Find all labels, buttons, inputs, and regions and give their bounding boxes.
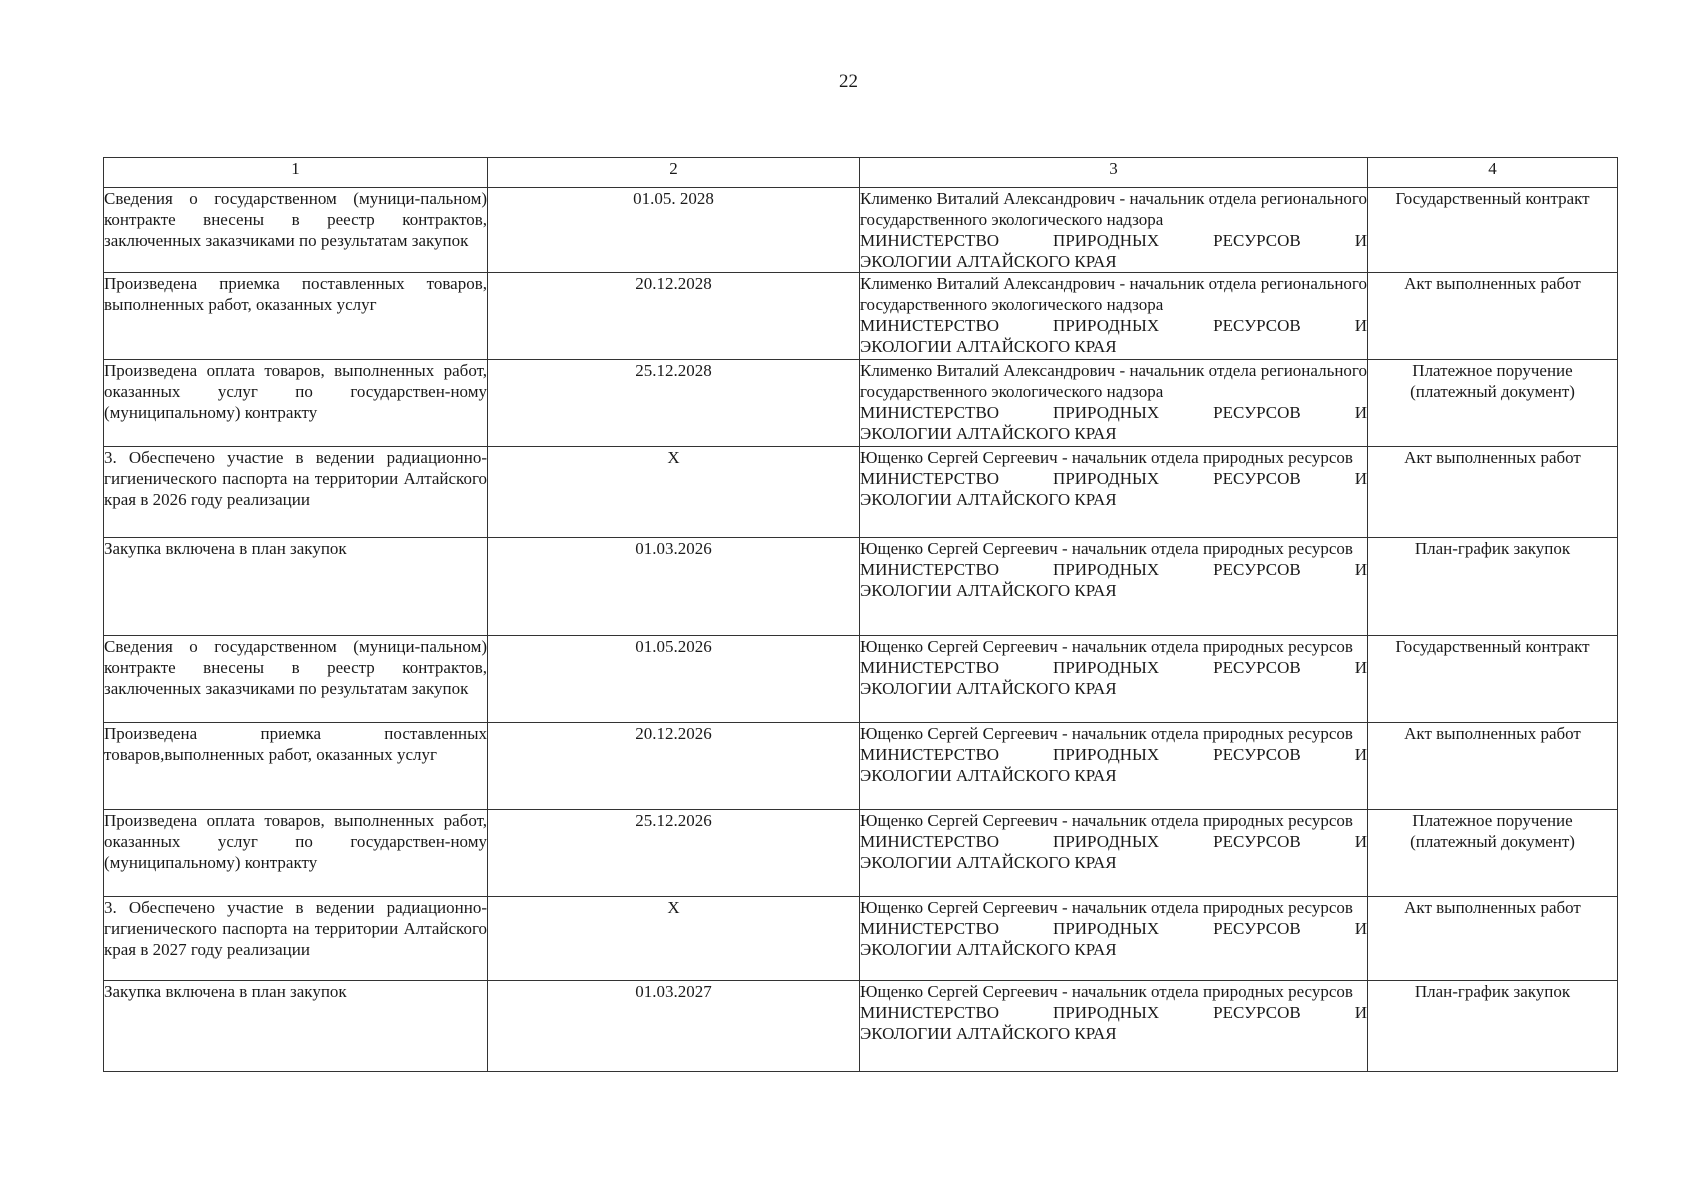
responsible-cell: [860, 897, 1368, 981]
responsible-cell: [860, 360, 1368, 447]
responsible-person: Ющенко Сергей Сергеевич - начальник отдела природных ресурсов: [860, 637, 1353, 656]
organization-line-2: ЭКОЛОГИИ АЛТАЙСКОГО КРАЯ: [860, 940, 1117, 959]
date-cell: 01.03.2027: [488, 981, 860, 1072]
document-cell: Государственный контракт: [1368, 188, 1618, 273]
responsible-person: Клименко Виталий Александрович - начальник отдела регионального государственного экологического надзора: [860, 189, 1367, 229]
document-cell: Акт выполненных работ: [1368, 723, 1618, 810]
date-cell: X: [488, 897, 860, 981]
organization-line-2: ЭКОЛОГИИ АЛТАЙСКОГО КРАЯ: [860, 581, 1117, 600]
organization-line-1: МИНИСТЕРСТВО ПРИРОДНЫХ РЕСУРСОВ И: [860, 560, 1367, 579]
organization-line-1: МИНИСТЕРСТВО ПРИРОДНЫХ РЕСУРСОВ И: [860, 403, 1367, 422]
table-row: [104, 447, 1618, 538]
document-cell: Государственный контракт: [1368, 636, 1618, 723]
table-row: [104, 360, 1618, 447]
table-row: [104, 981, 1618, 1072]
event-cell: Сведения о государственном (муници-пальном) контракте внесены в реестр контрактов, заключенных заказчиками по результатам закупок: [104, 636, 488, 723]
table-row: [104, 273, 1618, 360]
event-cell: Закупка включена в план закупок: [104, 538, 488, 636]
organization-line-2: ЭКОЛОГИИ АЛТАЙСКОГО КРАЯ: [860, 337, 1117, 356]
organization-line-2: ЭКОЛОГИИ АЛТАЙСКОГО КРАЯ: [860, 853, 1117, 872]
document-cell: Акт выполненных работ: [1368, 273, 1618, 360]
responsible-person: Ющенко Сергей Сергеевич - начальник отдела природных ресурсов: [860, 898, 1353, 917]
responsible-cell: [860, 538, 1368, 636]
table-row: [104, 538, 1618, 636]
organization-line-1: МИНИСТЕРСТВО ПРИРОДНЫХ РЕСУРСОВ И: [860, 1003, 1367, 1022]
document-cell: План-график закупок: [1368, 981, 1618, 1072]
implementation-plan-table: [103, 157, 1618, 1072]
organization-line-2: ЭКОЛОГИИ АЛТАЙСКОГО КРАЯ: [860, 766, 1117, 785]
event-cell: Сведения о государственном (муници-пальном) контракте внесены в реестр контрактов, заключенных заказчиками по результатам закупок: [104, 188, 488, 273]
date-cell: 01.05. 2028: [488, 188, 860, 273]
table-row: [104, 723, 1618, 810]
responsible-person: Ющенко Сергей Сергеевич - начальник отдела природных ресурсов: [860, 982, 1353, 1001]
date-cell: 20.12.2026: [488, 723, 860, 810]
responsible-cell: [860, 723, 1368, 810]
column-header-2: 2: [488, 158, 860, 188]
responsible-person: Ющенко Сергей Сергеевич - начальник отдела природных ресурсов: [860, 811, 1353, 830]
column-header-3: 3: [860, 158, 1368, 188]
responsible-cell: [860, 981, 1368, 1072]
organization-line-2: ЭКОЛОГИИ АЛТАЙСКОГО КРАЯ: [860, 490, 1117, 509]
responsible-person: Ющенко Сергей Сергеевич - начальник отдела природных ресурсов: [860, 539, 1353, 558]
organization-line-2: ЭКОЛОГИИ АЛТАЙСКОГО КРАЯ: [860, 252, 1117, 271]
date-cell: X: [488, 447, 860, 538]
document-cell: Акт выполненных работ: [1368, 897, 1618, 981]
event-cell: Закупка включена в план закупок: [104, 981, 488, 1072]
table-row: [104, 636, 1618, 723]
event-cell: 3. Обеспечено участие в ведении радиационно-гигиенического паспорта на территории Алтайского края в 2027 году реализации: [104, 897, 488, 981]
organization-line-1: МИНИСТЕРСТВО ПРИРОДНЫХ РЕСУРСОВ И: [860, 832, 1367, 851]
date-cell: 25.12.2026: [488, 810, 860, 897]
table-header-row: [104, 158, 1618, 188]
responsible-person: Клименко Виталий Александрович - начальник отдела регионального государственного экологического надзора: [860, 361, 1367, 401]
responsible-cell: [860, 188, 1368, 273]
table-row: [104, 897, 1618, 981]
event-cell: 3. Обеспечено участие в ведении радиационно-гигиенического паспорта на территории Алтайского края в 2026 году реализации: [104, 447, 488, 538]
responsible-cell: [860, 810, 1368, 897]
responsible-person: Ющенко Сергей Сергеевич - начальник отдела природных ресурсов: [860, 724, 1353, 743]
document-cell: Платежное поручение (платежный документ): [1368, 360, 1618, 447]
organization-line-1: МИНИСТЕРСТВО ПРИРОДНЫХ РЕСУРСОВ И: [860, 316, 1367, 335]
responsible-person: Клименко Виталий Александрович - начальник отдела регионального государственного экологического надзора: [860, 274, 1367, 314]
event-cell: Произведена оплата товаров, выполненных работ, оказанных услуг по государствен-ному (муниципальному) контракту: [104, 360, 488, 447]
table-row: [104, 188, 1618, 273]
responsible-cell: [860, 273, 1368, 360]
organization-line-2: ЭКОЛОГИИ АЛТАЙСКОГО КРАЯ: [860, 679, 1117, 698]
document-cell: Платежное поручение (платежный документ): [1368, 810, 1618, 897]
organization-line-2: ЭКОЛОГИИ АЛТАЙСКОГО КРАЯ: [860, 1024, 1117, 1043]
date-cell: 20.12.2028: [488, 273, 860, 360]
date-cell: 01.03.2026: [488, 538, 860, 636]
column-header-1: 1: [104, 158, 488, 188]
document-cell: План-график закупок: [1368, 538, 1618, 636]
organization-line-1: МИНИСТЕРСТВО ПРИРОДНЫХ РЕСУРСОВ И: [860, 745, 1367, 764]
date-cell: 01.05.2026: [488, 636, 860, 723]
organization-line-1: МИНИСТЕРСТВО ПРИРОДНЫХ РЕСУРСОВ И: [860, 231, 1367, 250]
document-cell: Акт выполненных работ: [1368, 447, 1618, 538]
organization-line-1: МИНИСТЕРСТВО ПРИРОДНЫХ РЕСУРСОВ И: [860, 919, 1367, 938]
table-row: [104, 810, 1618, 897]
responsible-cell: [860, 636, 1368, 723]
date-cell: 25.12.2028: [488, 360, 860, 447]
event-cell: Произведена приемка поставленных товаров,выполненных работ, оказанных услуг: [104, 723, 488, 810]
page-number: 22: [839, 71, 858, 92]
event-cell: Произведена приемка поставленных товаров, выполненных работ, оказанных услуг: [104, 273, 488, 360]
organization-line-1: МИНИСТЕРСТВО ПРИРОДНЫХ РЕСУРСОВ И: [860, 658, 1367, 677]
event-cell: Произведена оплата товаров, выполненных работ, оказанных услуг по государствен-ному (муниципальному) контракту: [104, 810, 488, 897]
organization-line-2: ЭКОЛОГИИ АЛТАЙСКОГО КРАЯ: [860, 424, 1117, 443]
responsible-cell: [860, 447, 1368, 538]
organization-line-1: МИНИСТЕРСТВО ПРИРОДНЫХ РЕСУРСОВ И: [860, 469, 1367, 488]
column-header-4: 4: [1368, 158, 1618, 188]
responsible-person: Ющенко Сергей Сергеевич - начальник отдела природных ресурсов: [860, 448, 1353, 467]
